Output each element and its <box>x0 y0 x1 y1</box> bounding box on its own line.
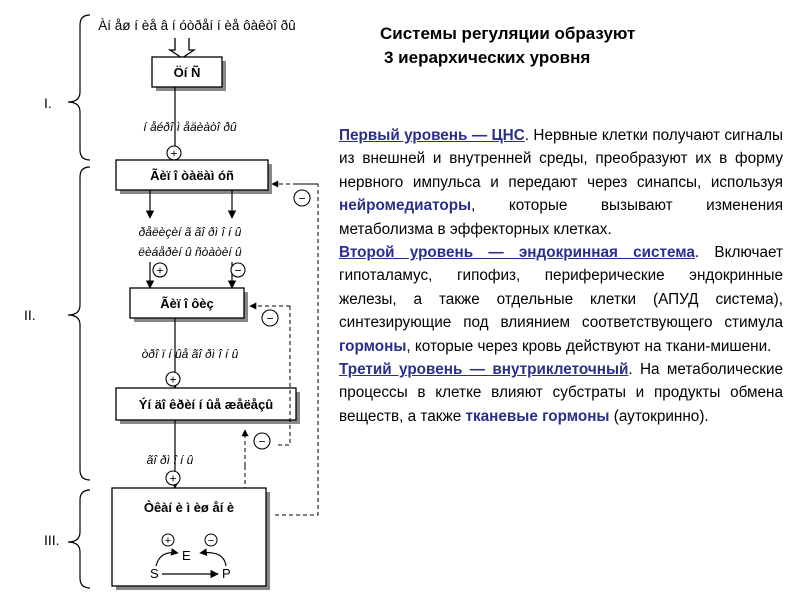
slide-title-line-2: 3 иерархических уровня <box>384 48 591 67</box>
second-level-text-a: . Включает гипоталамус, гипофиз, периферические эндокринные железы, а также отдельные клетки (АПУД система), синтезирующие под влиянием соответствующего стимула <box>339 244 783 332</box>
paragraph-first-level <box>339 124 783 241</box>
hormones-term: гормоны <box>339 337 407 355</box>
box-cns-label: Öí Ñ <box>173 65 201 80</box>
label-tropic-hormones: òðî ï í ûå ãî ðì î í û <box>141 347 239 361</box>
third-level-text-a: . На метаболические процессы в клетке влияют субстраты и продукты обмена веществ, а также <box>339 361 784 425</box>
paragraph-second-level <box>339 241 783 358</box>
label-hormones: ãî ðì î í û <box>146 453 194 467</box>
regulation-flow-diagram <box>0 0 340 600</box>
label-liberins-statins: ëèáåðèí û ñòàòèí û <box>138 245 242 259</box>
third-level-heading: Третий уровень — внутриклеточный <box>339 361 629 379</box>
level-2-label: II. <box>24 307 36 323</box>
paragraph-third-level <box>339 358 783 428</box>
level-2-brace <box>68 167 90 480</box>
slide-title-line-1: Системы регуляции образуют <box>380 24 636 43</box>
minus-feedback-3-text: − <box>258 434 266 449</box>
reaction-product: P <box>222 566 231 581</box>
feedback-to-hypothalamus <box>272 184 318 515</box>
box-hypothalamus-label: Ãèï î òàëàì óñ <box>150 168 234 183</box>
neuromediators-term: нейромедиаторы <box>339 197 472 215</box>
top-open-arrow <box>170 38 194 58</box>
first-level-heading: Первый уровень — ЦНС <box>339 127 525 144</box>
minus-feedback-1-text: − <box>298 191 306 206</box>
level-3-label: III. <box>44 532 60 548</box>
plus-sign-4-text: + <box>169 471 177 486</box>
third-level-text-b: (аутокринно). <box>609 407 709 425</box>
level-3-brace <box>68 490 90 588</box>
reaction-enzyme: E <box>182 548 191 563</box>
description-panel <box>339 124 783 428</box>
slide-title <box>380 22 780 70</box>
top-label: Àí åø í èå â í óòðåí í èå ôàêòî ðû <box>98 18 296 33</box>
reaction-substrate: S <box>150 566 159 581</box>
level-1-brace <box>68 15 90 160</box>
minus-feedback-2-text: − <box>266 311 274 326</box>
label-releasing-hormones: ðåëèçèí ã ãî ðì î í û <box>138 225 242 239</box>
level-1-label: I. <box>44 95 52 111</box>
plus-sign-2-text: + <box>156 263 164 278</box>
feedback-to-hypophysis <box>275 306 290 445</box>
minus-sign-reaction-text: − <box>207 535 215 547</box>
label-neuromediators: í åéðî ì åäèàòî ðû <box>143 120 237 134</box>
tissue-hormones-term: тканевые гормоны <box>465 407 610 425</box>
second-level-text-b: , которые через кровь действуют на ткани-мишени. <box>406 337 772 355</box>
second-level-heading: Второй уровень — эндокринная система <box>339 244 695 262</box>
box-hypophysis-label: Ãèï î ôèç <box>160 296 214 311</box>
plus-sign-reaction-text: + <box>164 535 172 547</box>
minus-sign-2-text: − <box>234 263 242 278</box>
plus-sign-1-text: + <box>170 146 178 161</box>
plus-sign-3-text: + <box>169 372 177 387</box>
first-level-text-b: , которые вызывают изменения метаболизма в эффекторных клетках. <box>339 197 783 238</box>
box-target-tissues-label: Òêàí è ì èø åí è <box>143 500 235 515</box>
box-endocrine-label: Ýí äî êðèí í ûå æåëåçû <box>138 397 274 412</box>
first-level-text-a: . Нервные клетки получают сигналы из внешней и внутренней среды, преобразуют их в форму нервного импульса и передают через синапсы, используя <box>339 127 783 191</box>
